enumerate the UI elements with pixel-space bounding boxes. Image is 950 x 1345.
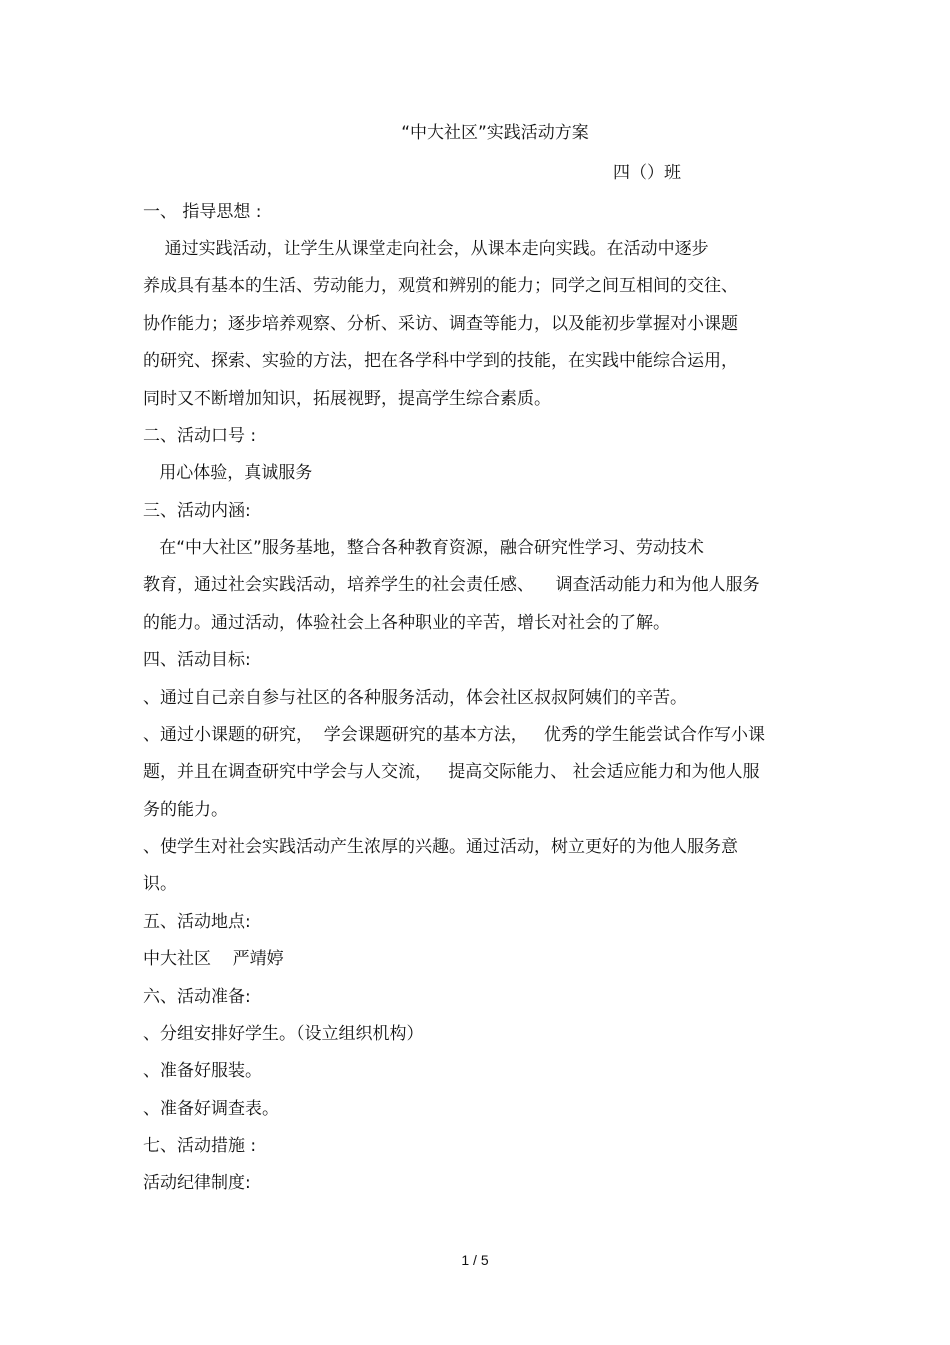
section-heading: 一、 指导思想 : [143, 202, 262, 222]
paragraph-line: 在“中大社区”服务基地，整合各种教育资源，融合研究性学习、劳动技术 [143, 538, 704, 558]
section-heading: 二、活动口号 : [143, 426, 257, 446]
paragraph-line: 协作能力；逐步培养观察、分析、采访、调查等能力，以及能初步掌握对小课题 [143, 314, 738, 334]
paragraph-line: 题，并且在调查研究中学会与人交流， 提高交际能力、 社会适应能力和为他人服 [143, 762, 760, 782]
paragraph-line: 中大社区 严靖婷 [143, 949, 284, 969]
section-heading: 七、活动措施 : [143, 1136, 257, 1156]
paragraph-line: 、准备好服装。 [143, 1061, 262, 1081]
paragraph-line: 教育，通过社会实践活动，培养学生的社会责任感、 调查活动能力和为他人服务 [143, 575, 760, 595]
paragraph-line: 活动纪律制度: [143, 1173, 251, 1193]
section-heading: 六、活动准备: [143, 987, 251, 1007]
document-title: “中大社区”实践活动方案 [401, 123, 589, 143]
paragraph-line: 通过实践活动，让学生从课堂走向社会，从课本走向实践。在活动中逐步 [143, 239, 709, 259]
paragraph-line: 务的能力。 [143, 800, 228, 820]
paragraph-line: 的能力。通过活动，体验社会上各种职业的辛苦，增长对社会的了解。 [143, 613, 670, 633]
paragraph-line: 同时又不断增加知识，拓展视野，提高学生综合素质。 [143, 389, 551, 409]
page-number: 1 / 5 [461, 1252, 489, 1268]
section-heading: 四、活动目标: [143, 650, 251, 670]
paragraph-line: 、分组安排好学生。（设立组织机构） [143, 1024, 424, 1044]
paragraph-line: 的研究、探索、实验的方法，把在各学科中学到的技能，在实践中能综合运用， [143, 351, 738, 371]
paragraph-line: 识。 [143, 874, 177, 894]
class-label: 四（）班 [613, 163, 681, 183]
section-heading: 五、活动地点: [143, 912, 251, 932]
paragraph-line: 用心体验，真诚服务 [143, 463, 313, 483]
section-heading: 三、活动内涵: [143, 501, 251, 521]
paragraph-line: 、通过小课题的研究， 学会课题研究的基本方法， 优秀的学生能尝试合作写小课 [143, 725, 766, 745]
paragraph-line: 、使学生对社会实践活动产生浓厚的兴趣。通过活动，树立更好的为他人服务意 [143, 837, 738, 857]
paragraph-line: 、通过自己亲自参与社区的各种服务活动，体会社区叔叔阿姨们的辛苦。 [143, 688, 687, 708]
paragraph-line: 养成具有基本的生活、劳动能力，观赏和辨别的能力；同学之间互相间的交往、 [143, 276, 738, 296]
paragraph-line: 、准备好调查表。 [143, 1099, 279, 1119]
